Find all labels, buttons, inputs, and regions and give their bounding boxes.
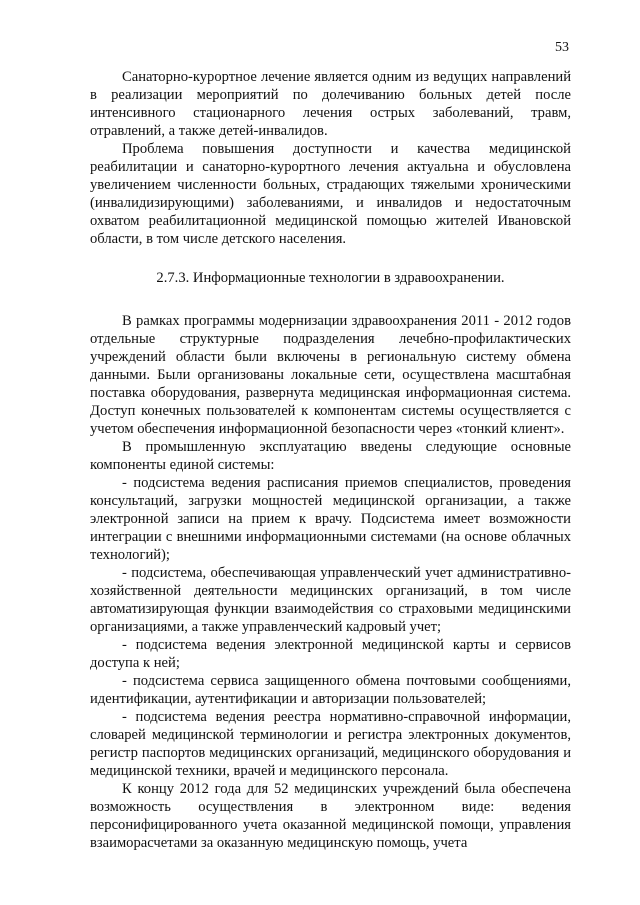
paragraph-system-components-intro: В промышленную эксплуатацию введены следующие основные компоненты единой системы: (90, 439, 571, 473)
list-item-management-accounting-subsystem: - подсистема, обеспечивающая управленческий учет административно-хозяйственной деятельности медицинских организаций, в том числе автоматизирующая функции взаимодействия со страховыми медицинскими организациями, а также управленческий кадровый учет; (90, 565, 571, 635)
page-number: 53 (555, 40, 569, 55)
section-heading: 2.7.3. Информационные технологии в здравоохранении. (156, 270, 505, 286)
paragraph-sanatorium-treatment: Санаторно-курортное лечение является одним из ведущих направлений в реализации мероприятий по долечиванию больных детей после интенсивного стационарного лечения острых заболеваний, травм, отравлений, а также детей-инвалидов. (90, 69, 571, 139)
paragraph-rehabilitation-problem: Проблема повышения доступности и качества медицинской реабилитации и санаторно-курортного лечения актуальна и обусловлена увеличением численности больных, страдающих тяжелыми хроническими (инвалидизирующими) заболеваниями, и инвалидов и недостаточным охватом реабилитационной медицинской помощью жителей Ивановской области, в том числе детского населения. (90, 141, 571, 247)
paragraph-results-2012: К концу 2012 года для 52 медицинских учреждений была обеспечена возможность осуществления в электронном виде: ведения персонифицированного учета оказанной медицинской помощи, управления взаиморасчетами за оказанную медицинскую помощь, учета (90, 781, 571, 851)
list-item-reference-registry-subsystem: - подсистема ведения реестра нормативно-справочной информации, словарей медицинской терминологии и регистра электронных документов, регистр паспортов медицинских организаций, медицинского оборудования и медицинской техники, врачей и медицинского персонала. (90, 709, 571, 779)
paragraph-modernization-program: В рамках программы модернизации здравоохранения 2011 - 2012 годов отдельные структурные подразделения лечебно-профилактических учреждений области были включены в региональную систему обмена данными. Были организованы локальные сети, осуществлена масштабная поставка оборудования, развернута медицинская информационная система. Доступ конечных пользователей к компонентам системы осуществляется с учетом обеспечения информационной безопасности через «тонкий клиент». (90, 313, 571, 437)
list-item-secure-mail-subsystem: - подсистема сервиса защищенного обмена почтовыми сообщениями, идентификации, аутентификации и авторизации пользователей; (90, 673, 571, 707)
list-item-scheduling-subsystem: - подсистема ведения расписания приемов специалистов, проведения консультаций, загрузки мощностей медицинской организации, а также электронной записи на прием к врачу. Подсистема имеет возможности интеграции с внешними информационными системами (на основе облачных технологий); (90, 475, 571, 563)
list-item-medical-record-subsystem: - подсистема ведения электронной медицинской карты и сервисов доступа к ней; (90, 637, 571, 671)
body-text (90, 68, 571, 852)
